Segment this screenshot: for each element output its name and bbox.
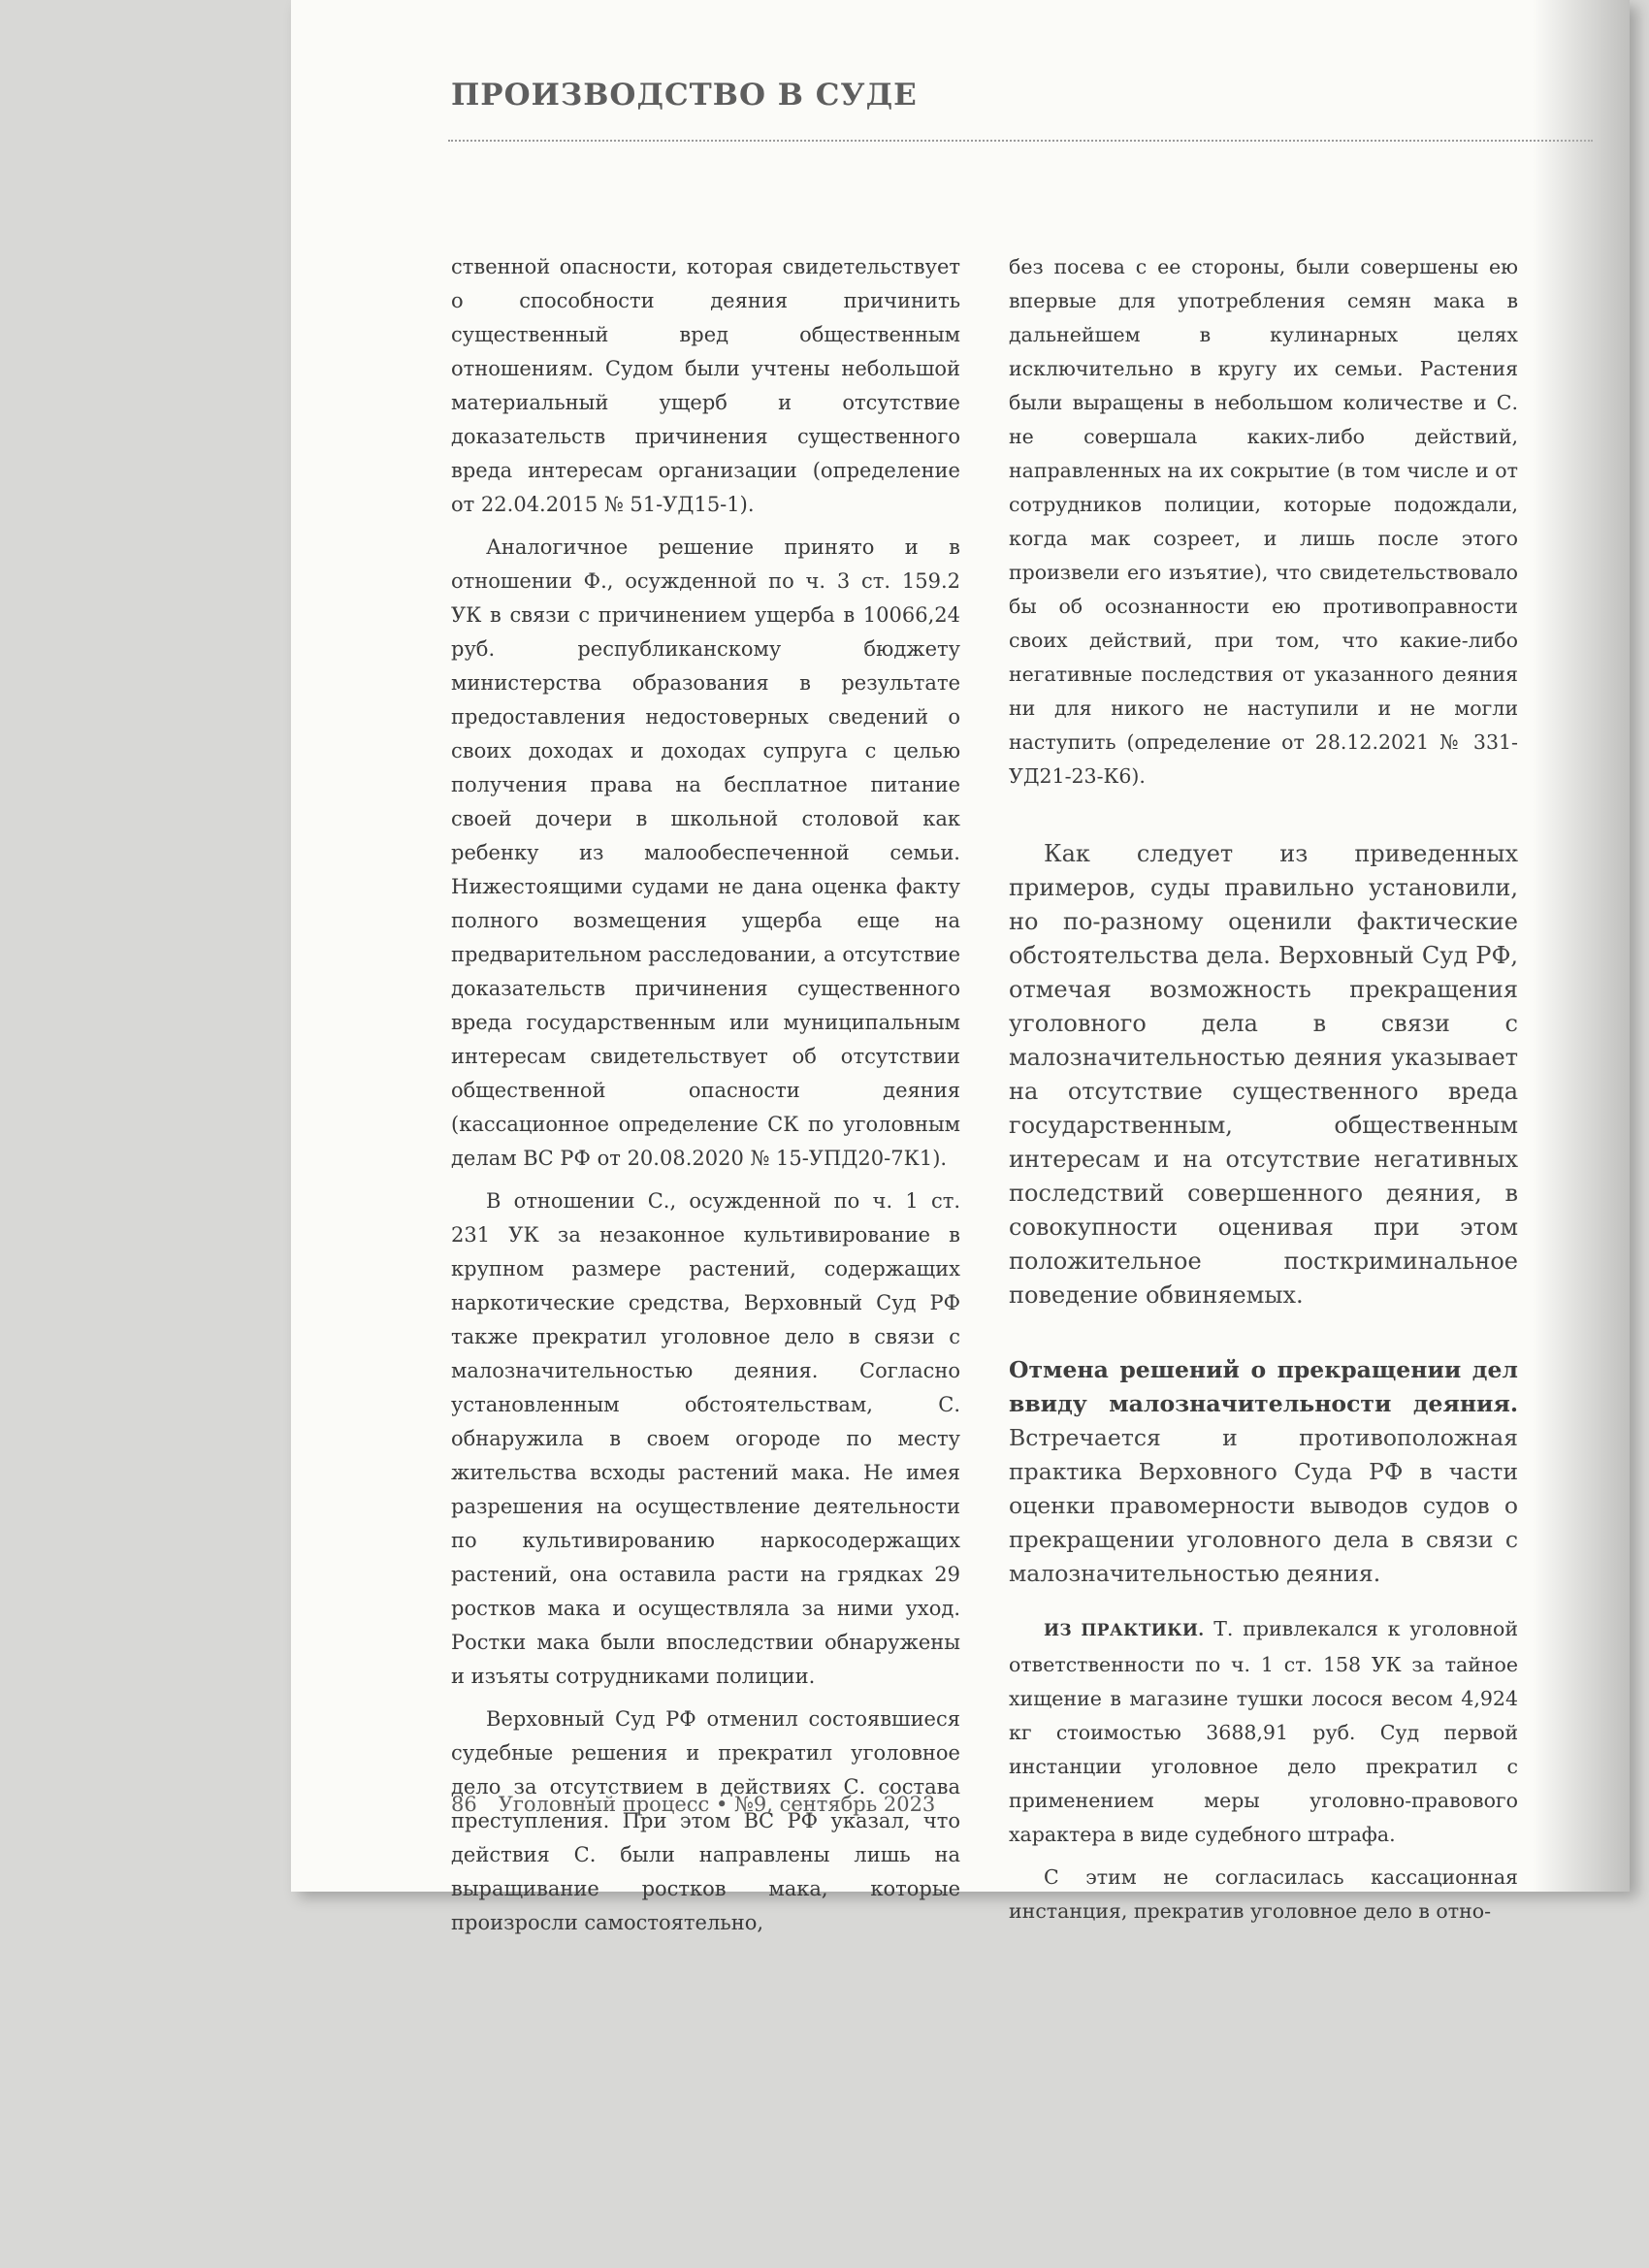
right-column <box>1009 250 1518 1928</box>
paragraph: Верховный Суд РФ отменил состоявшиеся судебные решения и прекратил уголовное дело за отсутствием в действиях С. состава преступления. При этом ВС РФ указал, что действия С. были направлены лишь на выращивание ростков мака, которые произросли самостоятельно, <box>451 1707 960 1934</box>
section-heading: Отмена решений о прекращении дел ввиду малозначительности деяния. <box>1009 1356 1518 1417</box>
section-paragraph <box>1009 1353 1518 1591</box>
journal-page <box>291 0 1630 1934</box>
practice-paragraph <box>1009 1612 1518 1852</box>
publication-info: Уголовный процесс • №9, сентябрь 2023 <box>498 1793 936 1816</box>
paragraph: без посева с ее стороны, были совершены ею впервые для употребления семян мака в дальнейшем в кулинарных целях исключительно в кругу их семьи. Растения были выращены в небольшом количестве и С. не совершала каких-либо действий, направленных на их сокрытие (в том числе и от сотрудников полиции, которые подождали, когда мак созреет, и лишь после этого произвели его изъятие), что свидетельствовало бы об осознанности ею противоправности своих действий, при том, что какие-либо негативные последствия от указанного деяния ни для никого не наступили и не могли наступить (определение от 28.12.2021 № 331-УД21-23-К6). <box>1009 255 1518 788</box>
page-footer <box>451 1793 935 1816</box>
header-dotted-rule <box>448 140 1593 142</box>
summary-paragraph: Как следует из приведенных примеров, суды правильно установили, но по-разному оценили фактические обстоятельства дела. Верховный Суд РФ, отмечая возможность прекращения уголовного дела в связи с малозначительностью деяния указывает на отсутствие существенного вреда государственным, общественным интересам и на отсутствие негативных последствий совершенного деяния, в совокупности оценивая при этом положительное посткриминальное поведение обвиняемых. <box>1009 840 1518 1309</box>
page-number: 86 <box>451 1793 477 1816</box>
section-text: Встречается и противоположная практика Верховного Суда РФ в части оценки правомерности выводов судов о прекращении уголовного дела в связи с малозначительностью деяния. <box>1009 1424 1518 1587</box>
practice-text: Т. привлекался к уголовной ответственности по ч. 1 ст. 158 УК за тайное хищение в магазине тушки лосося весом 4,924 кг стоимостью 3688,91 руб. Суд первой инстанции уголовное дело прекратил с применением меры уголовно-правового характера в виде судебного штрафа. <box>1009 1617 1518 1846</box>
paragraph: Аналогичное решение принято и в отношении Ф., осужденной по ч. 3 ст. 159.2 УК в связи с причинением ущерба в 10066,24 руб. республиканскому бюджету министерства образования в результате предоставления недостоверных сведений о своих доходах и доходах супруга с целью получения права на бесплатное питание своей дочери в школьной столовой как ребенку из малообеспеченной семьи. Нижестоящими судами не дана оценка факту полного возмещения ущерба еще на предварительном расследовании, а отсутствие доказательств причинения существенного вреда государственным или муниципальным интересам свидетельствует об отсутствии общественной опасности деяния (кассационное определение СК по уголовным делам ВС РФ от 20.08.2020 № 15-УПД20-7К1). <box>451 535 960 1170</box>
practice-label: ИЗ ПРАКТИКИ. <box>1044 1621 1205 1640</box>
paragraph: С этим не согласилась кассационная инстанция, прекратив уголовное дело в отно- <box>1009 1865 1518 1923</box>
section-header: ПРОИЗВОДСТВО В СУДЕ <box>451 78 918 113</box>
paragraph: В отношении С., осужденной по ч. 1 ст. 231 УК за незаконное культивирование в крупном размере растений, содержащих наркотические средства, Верховный Суд РФ также прекратил уголовное дело в связи с малозначительностью деяния. Согласно установленным обстоятельствам, С. обнаружила в своем огороде по месту жительства всходы растений мака. Не имея разрешения на осуществление деятельности по культивированию наркосодержащих растений, она оставила расти на грядках 29 ростков мака и осуществляла за ними уход. Ростки мака были впоследствии обнаружены и изъяты сотрудниками полиции. <box>451 1189 960 1688</box>
left-column <box>451 250 960 1940</box>
paragraph: ственной опасности, которая свидетельствует о способности деяния причинить существенный вред общественным отношениям. Судом были учтены небольшой материальный ущерб и отсутствие доказательств причинения существенного вреда интересам организации (определение от 22.04.2015 № 51-УД15-1). <box>451 255 960 516</box>
